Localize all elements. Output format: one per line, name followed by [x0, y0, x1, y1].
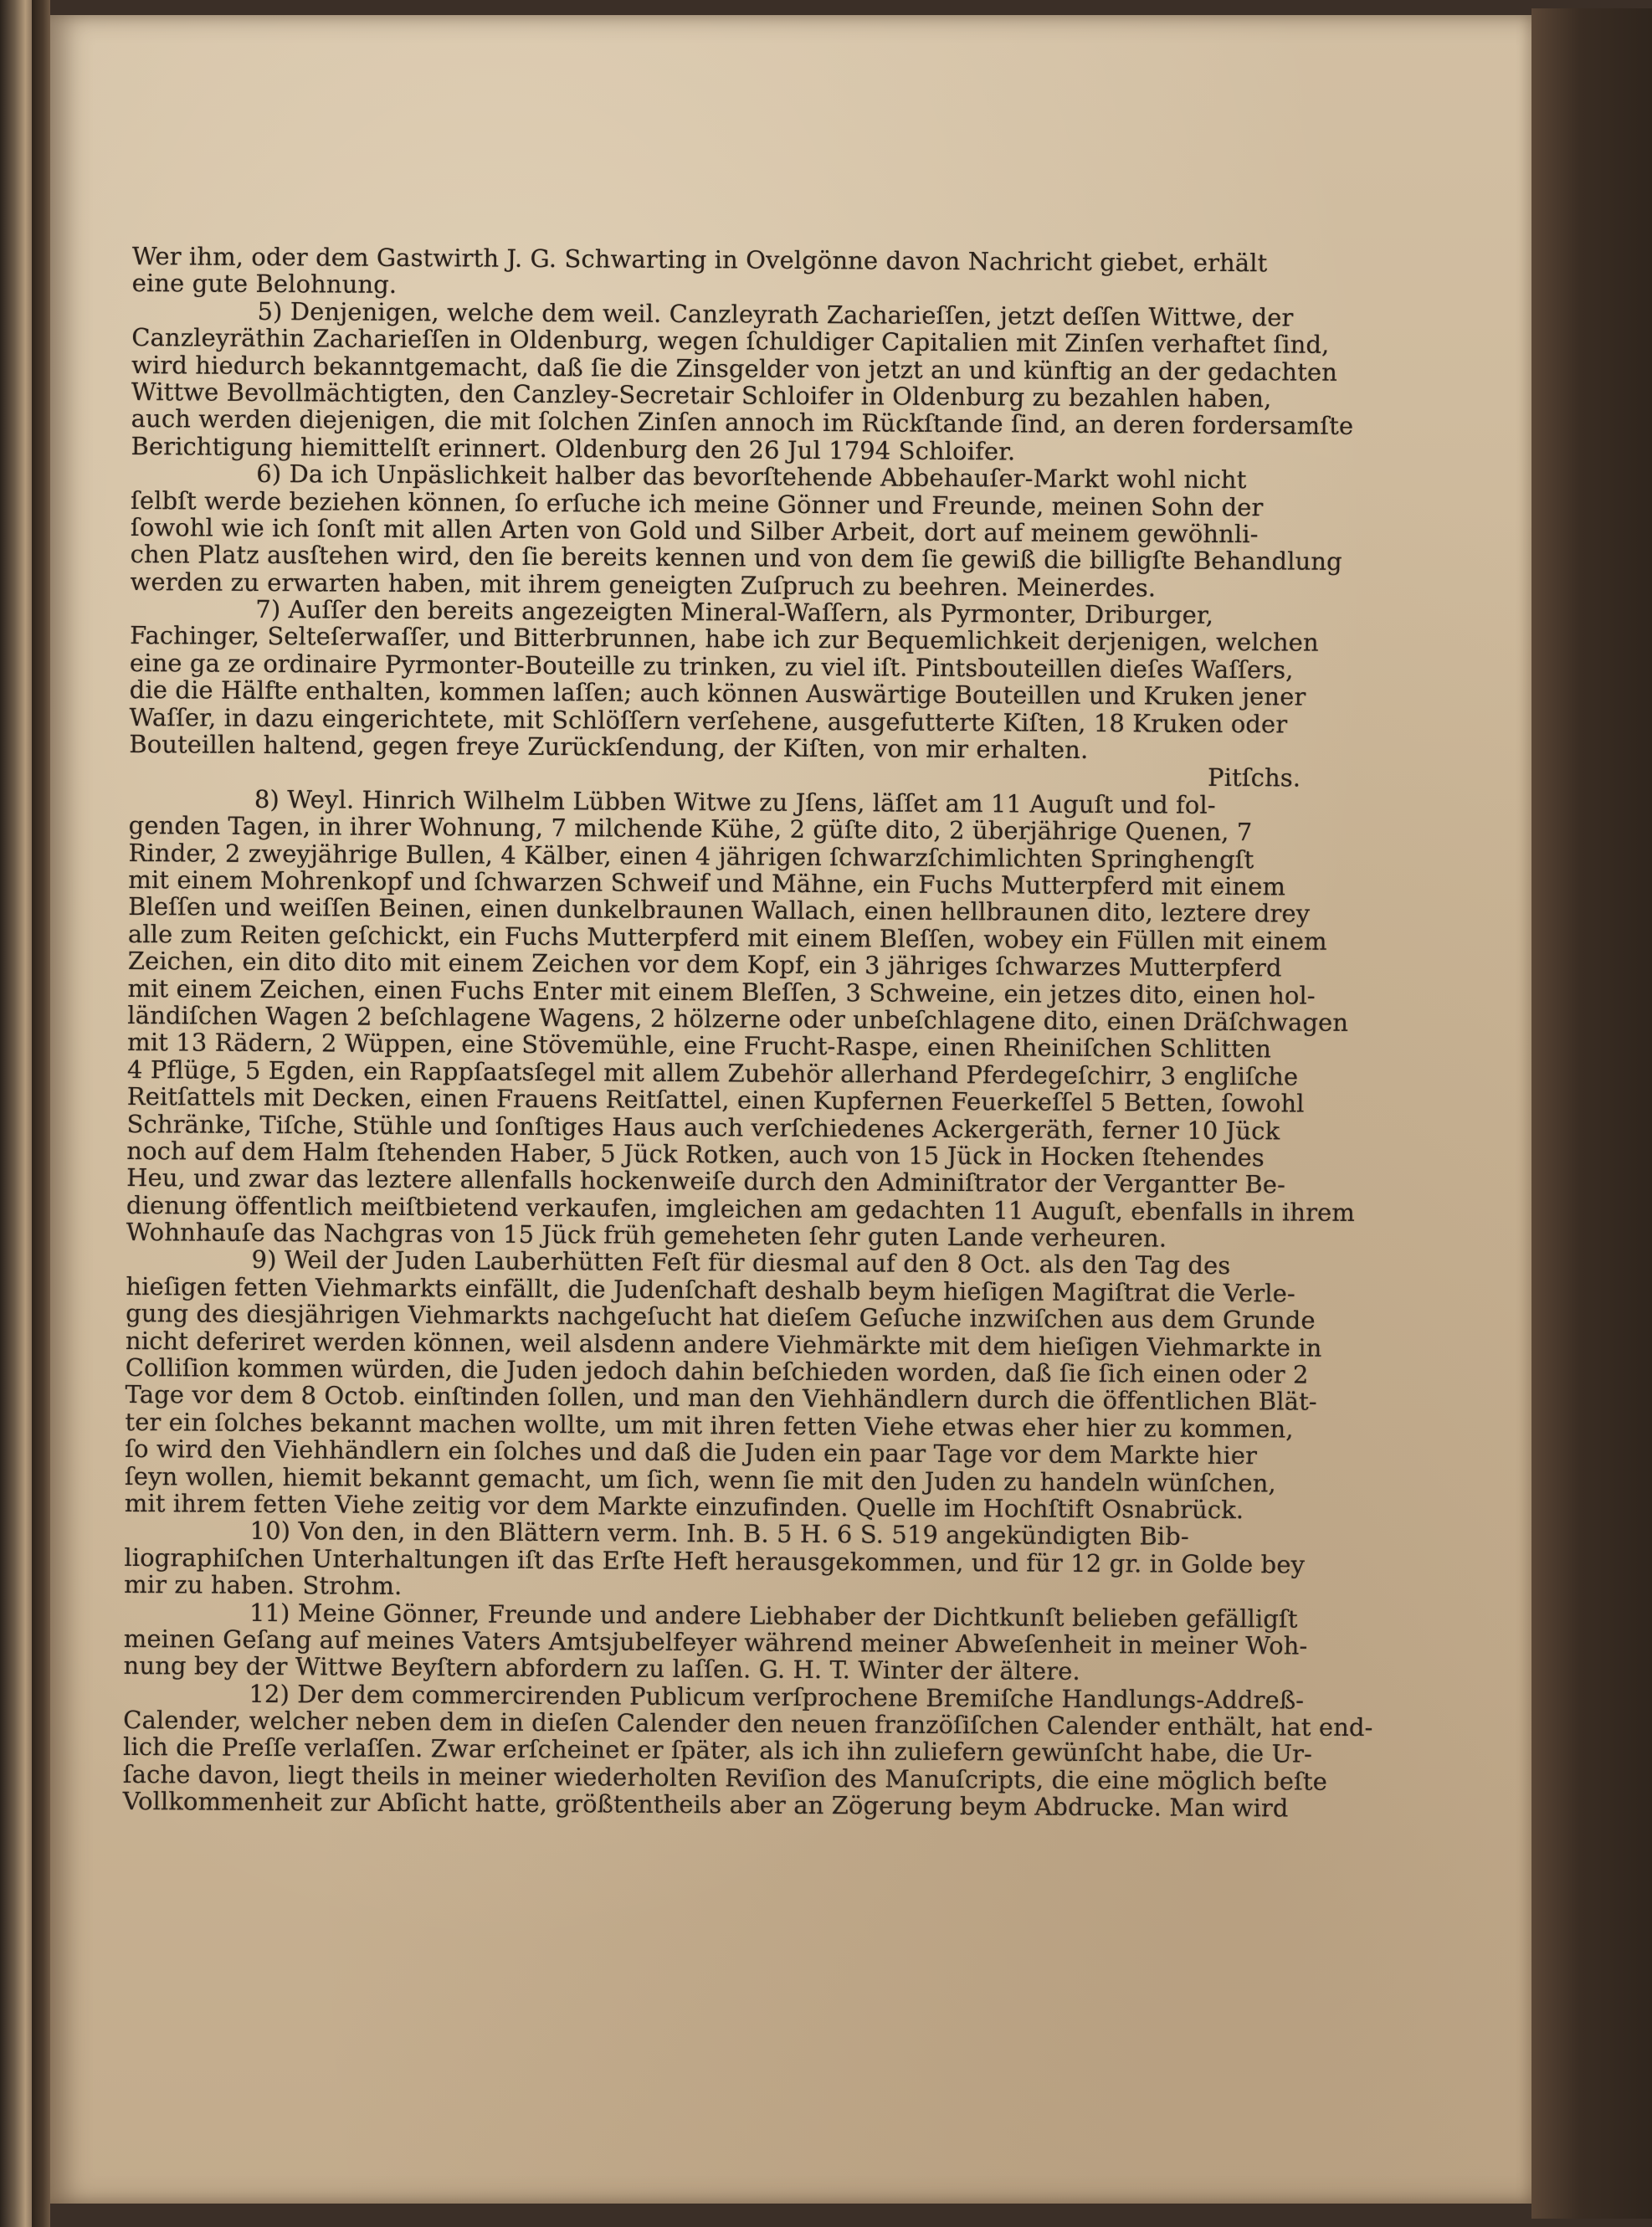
text-line: nung bey der Wittwe Beyſtern abfordern zu laſſen. G. H. T. Winter der ältere. [123, 1651, 1080, 1686]
text-line: noch auf dem Halm ſtehenden Haber, 5 Jück Rotken, auch von 15 Jück in Hocken ſtehendes [126, 1136, 1265, 1173]
text-line: Rinder, 2 zweyjährige Bullen, 4 Kälber, einen 4 jährigen ſchwarzſchimlichten Springhengſt [128, 838, 1254, 874]
text-line: ſo wird den Viehhändlern ein ſolches und daß die Juden ein paar Tage vor dem Markte hier [125, 1434, 1258, 1470]
book-gutter [32, 0, 50, 2227]
text-line: die die Hälfte enthalten, kommen laſſen; auch können Auswärtige Bouteillen und Kruken jener [129, 675, 1306, 711]
text-line: mit einem Zeichen, einen Fuchs Enter mit einem Bleſſen, 3 Schweine, ein jetzes dito, einen hol- [127, 973, 1316, 1010]
text-line: eine ga ze ordinaire Pyrmonter-Bouteille zu trinken, zu viel iſt. Pintsbouteillen dieſes Waſſers, [129, 648, 1294, 685]
text-line: 9) Weil der Juden Lauberhütten Feſt für diesmal auf den 8 Oct. als den Tag des [251, 1245, 1231, 1280]
text-line: Tage vor dem 8 Octob. einſtinden ſollen, und man den Viehhändlern durch die öffentlichen Blät- [125, 1380, 1317, 1417]
text-line: mit einem Mohrenkopf und ſchwarzen Schweif und Mähne, ein Fuchs Mutterpferd mit einem [128, 865, 1286, 901]
text-line: Heu, und zwar das leztere allenfalls hockenweiſe durch den Adminiſtrator der Vergantter Be- [126, 1163, 1286, 1199]
text-line: werden zu erwarten haben, mit ihrem geneigten Zuſpruch zu beehren. Meinerdes. [130, 567, 1157, 603]
text-line: eine gute Belohnung. [131, 269, 398, 300]
left-page-edge [0, 0, 32, 2227]
text-line: ter ein ſolches bekannt machen wollte, um mit ihren fetten Viehe etwas eher hier zu kommen, [125, 1407, 1294, 1444]
text-line: ſelbſt werde beziehen können, ſo erſuche ich meine Gönner und Freunde, meinen Sohn der [131, 485, 1264, 521]
text-line: lich die Preſſe verlaſſen. Zwar erſcheinet er ſpäter, als ich ihn zuliefern gewünſcht habe, die Ur- [122, 1732, 1313, 1769]
text-line: gung des diesjährigen Viehmarkts nachgeſucht hat dieſem Geſuche inzwiſchen aus dem Grunde [126, 1299, 1316, 1335]
text-line: Wohnhauſe das Nachgras von 15 Jück früh gemeheten ſehr guten Lande verheuren. [126, 1218, 1167, 1253]
text-line: nicht deferiret werden können, weil alsdenn andere Viehmärkte mit dem hieſigen Viehmarkte in [125, 1326, 1322, 1362]
signature-line: Pitſchs. [1208, 763, 1301, 793]
text-line: hieſigen fetten Viehmarkts einfällt, die Judenſchaft deshalb beym hieſigen Magiſtrat die Verle- [126, 1271, 1295, 1308]
text-line: meinen Geſang auf meines Vaters Amtsjubelfeyer während meiner Abweſenheit in meiner Woh- [123, 1624, 1308, 1660]
text-line: Fachinger, Selteſerwaſſer, und Bitterbrunnen, habe ich zur Bequemlichkeit derjenigen, welchen [130, 621, 1319, 658]
text-line: Calender, welcher neben dem in dieſen Calender den neuen franzöſiſchen Calender enthält, hat end- [123, 1706, 1373, 1742]
text-line: chen Platz ausſtehen wird, den ſie bereits kennen und von dem ſie gewiß die billigſte Behandlung [130, 540, 1342, 577]
text-line: 12) Der dem commercirenden Publicum verſprochene Bremiſche Handlungs-Addreß- [249, 1679, 1305, 1715]
text-line: genden Tagen, in ihrer Wohnung, 7 milchende Kühe, 2 güſte dito, 2 überjährige Quenen, 7 [128, 811, 1253, 847]
text-line: 5) Denjenigen, welche dem weil. Canzleyrath Zacharieſſen, jetzt deſſen Wittwe, der [257, 296, 1294, 332]
text-line: ſache davon, liegt theils in meiner wiederholten Reviſion des Manuſcripts, die eine möglich beſte [122, 1759, 1328, 1796]
text-line: Zeichen, ein dito dito mit einem Zeichen vor dem Kopf, ein 3 jähriges ſchwarzes Mutterpferd [127, 947, 1282, 983]
text-line: Canzleyräthin Zacharieſſen in Oldenburg, wegen ſchuldiger Capitalien mit Zinſen verhaftet ſind, [131, 323, 1330, 359]
text-line: wird hiedurch bekanntgemacht, daß ſie die Zinsgelder von jetzt an und künftig an der gedachten [131, 350, 1338, 387]
text-line: Bouteillen haltend, gegen freye Zurückſendung, der Kiſten, von mir erhalten. [129, 730, 1089, 765]
text-line: 8) Weyl. Hinrich Wilhelm Lübben Witwe zu Jſens, läſſet am 11 Auguſt und fol- [254, 784, 1216, 819]
text-line: 11) Meine Gönner, Freunde und andere Liebhaber der Dichtkunſt belieben gefälligſt [249, 1598, 1298, 1634]
text-line: alle zum Reiten geſchickt, ein Fuchs Mutterpferd mit einem Bleſſen, wobey ein Füllen mit einem [127, 919, 1327, 956]
page-edge-right [1531, 8, 1652, 2219]
text-line: Vollkommenheit zur Abſicht hatte, größtentheils aber an Zögerung beym Abdrucke. Man wird [122, 1787, 1289, 1823]
text-line: 6) Da ich Unpäslichkeit halber das bevorſtehende Abbehauſer-Markt wohl nicht [256, 459, 1247, 495]
text-line: dienung öffentlich meiſtbietend verkaufen, imgleichen am gedachten 11 Auguſt, ebenfalls in ihrem [126, 1190, 1356, 1227]
text-line: Schränke, Tiſche, Stühle und ſonſtiges Haus auch verſchiedenes Ackergeräth, ferner 10 Jück [126, 1109, 1280, 1145]
document-page [50, 15, 1531, 2204]
text-line: ländiſchen Wagen 2 beſchlagene Wagens, 2 hölzerne oder unbeſchlagene dito, einen Dräſchwagen [127, 1000, 1349, 1037]
text-line: mir zu haben. Strohm. [124, 1570, 403, 1601]
text-line: liographiſchen Unterhaltungen iſt das Erſte Heft herausgekommen, und für 12 gr. in Golde bey [124, 1542, 1306, 1579]
text-line: Waſſer, in dazu eingerichtete, mit Schlöſſern verſehene, ausgefutterte Kiſten, 18 Kruken oder [129, 702, 1288, 739]
text-line: Colliſion kommen würden, die Juden jedoch dahin beſchieden worden, daß ſie ſich einen oder 2 [125, 1352, 1309, 1389]
text-line: auch werden diejenigen, die mit ſolchen Zinſen annoch im Rückſtande ſind, an deren fordersamſte [131, 404, 1354, 441]
text-line: Wittwe Bevollmächtigten, den Canzley-Secretair Schloifer in Oldenburg zu bezahlen haben, [131, 377, 1272, 413]
text-line: ſeyn wollen, hiemit bekannt gemacht, um ſich, wenn ſie mit den Juden zu handeln wünſchen, [124, 1461, 1276, 1497]
text-line: 7) Auſſer den bereits angezeigten Mineral-Waſſern, als Pyrmonter, Driburger, [255, 594, 1214, 629]
text-line: Wer ihm, oder dem Gastwirth J. G. Schwarting in Ovelgönne davon Nachricht giebet, erhält [131, 242, 1268, 278]
text-line: mit ihrem fetten Viehe zeitig vor dem Markte einzufinden. Quelle im Hochſtift Osnabrück. [124, 1488, 1244, 1525]
text-line: Bleſſen und weiſſen Beinen, einen dunkelbraunen Wallach, einen hellbraunen dito, leztere drey [128, 892, 1311, 928]
text-line: Reitſattels mit Decken, einen Frauens Reitſattel, einen Kupfernen Feuerkeſſel 5 Betten, ſowohl [126, 1082, 1305, 1118]
text-line: mit 13 Rädern, 2 Wüppen, eine Stövemühle, eine Frucht-Raspe, einen Rheiniſchen Schlitten [127, 1028, 1272, 1064]
text-line: Berichtigung hiemittelſt erinnert. Oldenburg den 26 Jul 1794 Schloifer. [131, 431, 1016, 466]
body-text [122, 242, 1373, 1823]
text-line: 4 Pflüge, 5 Egden, ein Rappſaatsſegel mit allem Zubehör allerhand Pferdegeſchirr, 3 engliſche [126, 1054, 1299, 1091]
text-line: ſowohl wie ich ſonſt mit allen Arten von Gold und Silber Arbeit, dort auf meinem gewöhnli- [130, 512, 1259, 549]
text-line: 10) Von den, in den Blättern verm. Inh. B. 5 H. 6 S. 519 angekündigten Bib- [249, 1516, 1189, 1552]
